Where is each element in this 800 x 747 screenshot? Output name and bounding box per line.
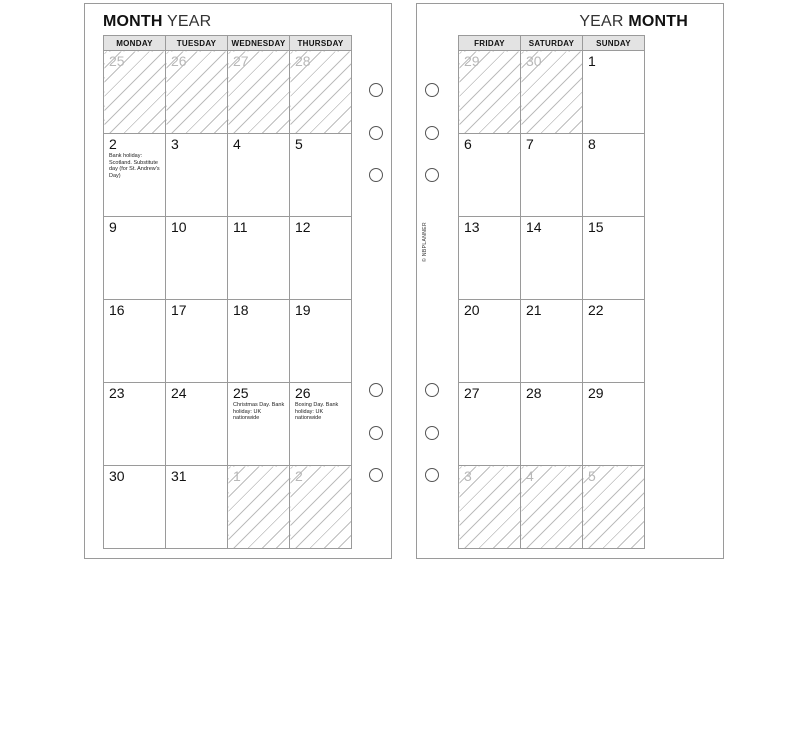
holiday-note: Boxing Day. Bank holiday: UK nationwide bbox=[295, 402, 339, 421]
binder-hole bbox=[425, 168, 439, 182]
day-number: 26 bbox=[171, 53, 187, 69]
week-row bbox=[459, 466, 645, 549]
day-number: 18 bbox=[233, 302, 249, 318]
day-cell-outside-month[interactable] bbox=[459, 466, 521, 549]
day-number: 30 bbox=[109, 468, 125, 484]
day-number: 25 bbox=[109, 53, 125, 69]
day-cell-outside-month[interactable] bbox=[290, 51, 352, 134]
weekday-header: SATURDAY bbox=[521, 36, 583, 51]
day-number: 15 bbox=[588, 219, 604, 235]
day-cell[interactable] bbox=[521, 217, 583, 300]
binder-hole bbox=[369, 383, 383, 397]
day-number: 10 bbox=[171, 219, 187, 235]
week-row bbox=[104, 466, 352, 549]
day-number: 1 bbox=[233, 468, 241, 484]
day-number: 3 bbox=[464, 468, 472, 484]
day-number: 3 bbox=[171, 136, 179, 152]
day-cell-outside-month[interactable] bbox=[290, 466, 352, 549]
day-number: 2 bbox=[295, 468, 303, 484]
day-cell[interactable] bbox=[228, 134, 290, 217]
day-cell-outside-month[interactable] bbox=[228, 466, 290, 549]
day-number: 28 bbox=[526, 385, 542, 401]
day-number: 5 bbox=[588, 468, 596, 484]
day-number: 23 bbox=[109, 385, 125, 401]
week-row bbox=[104, 217, 352, 300]
day-number: 22 bbox=[588, 302, 604, 318]
binder-hole bbox=[425, 468, 439, 482]
day-number: 1 bbox=[588, 53, 596, 69]
day-number: 31 bbox=[171, 468, 187, 484]
right-page-title bbox=[579, 13, 688, 31]
day-number: 2 bbox=[109, 136, 117, 152]
day-cell[interactable] bbox=[583, 300, 645, 383]
week-row bbox=[459, 134, 645, 217]
day-number: 29 bbox=[464, 53, 480, 69]
holiday-note: Bank holiday: Scotland. Substitute day (for St. Andrew's Day) bbox=[109, 153, 160, 179]
calendar-weeks bbox=[104, 51, 352, 549]
week-row bbox=[459, 300, 645, 383]
day-cell[interactable] bbox=[290, 300, 352, 383]
week-row bbox=[459, 51, 645, 134]
day-number: 30 bbox=[526, 53, 542, 69]
day-number: 4 bbox=[233, 136, 241, 152]
binder-hole bbox=[425, 83, 439, 97]
day-cell[interactable] bbox=[166, 217, 228, 300]
binder-hole bbox=[369, 168, 383, 182]
right-calendar-grid bbox=[458, 35, 645, 549]
week-row bbox=[459, 383, 645, 466]
day-cell-outside-month[interactable] bbox=[521, 466, 583, 549]
day-cell[interactable] bbox=[521, 300, 583, 383]
day-number: 6 bbox=[464, 136, 472, 152]
weekday-header-row bbox=[459, 36, 645, 51]
day-number: 19 bbox=[295, 302, 311, 318]
holiday-note: Christmas Day. Bank holiday: UK nationwide bbox=[233, 402, 285, 421]
day-cell[interactable] bbox=[290, 383, 352, 466]
day-cell[interactable] bbox=[521, 134, 583, 217]
day-cell[interactable] bbox=[459, 134, 521, 217]
day-cell[interactable] bbox=[166, 300, 228, 383]
day-cell-outside-month[interactable] bbox=[104, 51, 166, 134]
day-cell[interactable] bbox=[228, 383, 290, 466]
title-year: YEAR bbox=[167, 13, 212, 30]
day-cell-outside-month[interactable] bbox=[228, 51, 290, 134]
binder-hole bbox=[369, 468, 383, 482]
day-cell[interactable] bbox=[583, 134, 645, 217]
day-cell[interactable] bbox=[459, 217, 521, 300]
day-cell-outside-month[interactable] bbox=[521, 51, 583, 134]
day-number: 28 bbox=[295, 53, 311, 69]
binder-hole bbox=[425, 426, 439, 440]
day-number: 20 bbox=[464, 302, 480, 318]
day-number: 11 bbox=[233, 219, 248, 235]
binder-hole bbox=[369, 83, 383, 97]
day-cell[interactable] bbox=[104, 300, 166, 383]
day-cell-outside-month[interactable] bbox=[166, 51, 228, 134]
weekday-header: MONDAY bbox=[104, 36, 166, 51]
title-month: MONTH bbox=[628, 13, 688, 30]
week-row bbox=[104, 300, 352, 383]
day-cell[interactable] bbox=[104, 217, 166, 300]
left-planner-page bbox=[84, 3, 392, 559]
weekday-header: WEDNESDAY bbox=[228, 36, 290, 51]
day-number: 27 bbox=[233, 53, 249, 69]
day-cell-outside-month[interactable] bbox=[459, 51, 521, 134]
day-cell[interactable] bbox=[104, 134, 166, 217]
day-number: 26 bbox=[295, 385, 311, 401]
calendar-weeks bbox=[459, 51, 645, 549]
binder-hole bbox=[369, 426, 383, 440]
left-calendar-grid bbox=[103, 35, 352, 549]
day-cell[interactable] bbox=[459, 383, 521, 466]
day-number: 27 bbox=[464, 385, 480, 401]
day-number: 24 bbox=[171, 385, 187, 401]
day-number: 14 bbox=[526, 219, 542, 235]
day-number: 13 bbox=[464, 219, 480, 235]
day-number: 17 bbox=[171, 302, 187, 318]
right-planner-page bbox=[416, 3, 724, 559]
binder-hole bbox=[425, 383, 439, 397]
day-number: 12 bbox=[295, 219, 311, 235]
weekday-header: SUNDAY bbox=[583, 36, 645, 51]
day-cell[interactable] bbox=[104, 466, 166, 549]
day-number: 4 bbox=[526, 468, 534, 484]
title-year: YEAR bbox=[579, 13, 624, 30]
day-cell[interactable] bbox=[166, 134, 228, 217]
week-row bbox=[459, 217, 645, 300]
day-number: 7 bbox=[526, 136, 534, 152]
week-row bbox=[104, 383, 352, 466]
day-number: 25 bbox=[233, 385, 249, 401]
day-number: 9 bbox=[109, 219, 117, 235]
week-row bbox=[104, 51, 352, 134]
weekday-header-row bbox=[104, 36, 352, 51]
weekday-header: THURSDAY bbox=[290, 36, 352, 51]
day-number: 21 bbox=[526, 302, 542, 318]
day-number: 5 bbox=[295, 136, 303, 152]
day-cell[interactable] bbox=[290, 134, 352, 217]
day-number: 8 bbox=[588, 136, 596, 152]
day-cell[interactable] bbox=[166, 466, 228, 549]
binder-hole bbox=[425, 126, 439, 140]
binder-hole bbox=[369, 126, 383, 140]
day-cell-outside-month[interactable] bbox=[583, 466, 645, 549]
day-cell[interactable] bbox=[583, 383, 645, 466]
day-number: 29 bbox=[588, 385, 604, 401]
day-cell[interactable] bbox=[290, 217, 352, 300]
day-cell[interactable] bbox=[228, 217, 290, 300]
week-row bbox=[104, 134, 352, 217]
weekday-header: TUESDAY bbox=[166, 36, 228, 51]
day-cell[interactable] bbox=[583, 51, 645, 134]
day-cell[interactable] bbox=[166, 383, 228, 466]
day-cell[interactable] bbox=[459, 300, 521, 383]
title-month: MONTH bbox=[103, 13, 163, 30]
day-cell[interactable] bbox=[521, 383, 583, 466]
brand-mark: © NBPLANNER bbox=[422, 221, 428, 262]
day-cell[interactable] bbox=[583, 217, 645, 300]
day-cell[interactable] bbox=[228, 300, 290, 383]
left-page-title bbox=[103, 13, 211, 31]
day-cell[interactable] bbox=[104, 383, 166, 466]
weekday-header: FRIDAY bbox=[459, 36, 521, 51]
day-number: 16 bbox=[109, 302, 125, 318]
